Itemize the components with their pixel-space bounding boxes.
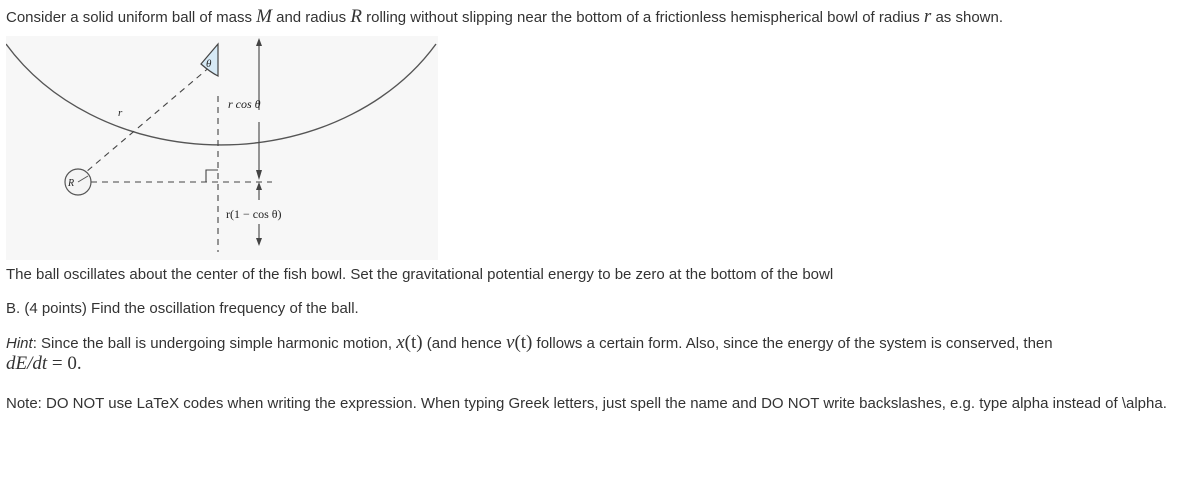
hint-label: Hint bbox=[6, 335, 33, 352]
r1mcos-label: r(1 − cos θ) bbox=[226, 207, 282, 221]
r1mcos-arrowhead-down bbox=[256, 238, 262, 246]
bowl-arc bbox=[6, 44, 436, 145]
note-paragraph: Note: DO NOT use LaTeX codes when writing the expression. When typing Greek letters, just spell the name and DO NOT write backslashes, e.g. type alpha instead of \alpha. bbox=[6, 395, 1167, 412]
bowl-radius-symbol: r bbox=[923, 6, 932, 27]
hint-t-paren-2: (t) bbox=[514, 332, 533, 353]
rcos-arrowhead-down bbox=[256, 170, 262, 180]
part-b-question: B. (4 points) Find the oscillation frequency of the ball. bbox=[6, 300, 359, 317]
hint-t-paren: (t) bbox=[404, 332, 423, 353]
rcos-arrowhead-up bbox=[256, 38, 262, 46]
hint-equation-rhs: = 0. bbox=[47, 353, 82, 374]
hint-text-2: (and hence bbox=[422, 335, 506, 352]
intro-text-1: Consider a solid uniform ball of mass bbox=[6, 9, 257, 26]
right-angle-marker bbox=[206, 170, 218, 182]
bowl-diagram bbox=[6, 36, 438, 260]
intro-text-2: and radius bbox=[271, 9, 351, 26]
hint-paragraph bbox=[6, 333, 1196, 375]
theta-label: θ bbox=[206, 58, 212, 70]
mass-symbol: M bbox=[256, 6, 272, 27]
r-label: r bbox=[118, 107, 123, 119]
ball-R-label: R bbox=[68, 178, 75, 189]
rcos-label: r cos θ bbox=[228, 97, 261, 111]
ball-radius-symbol: R bbox=[350, 6, 362, 27]
intro-text-3: rolling without slipping near the bottom of a frictionless hemispherical bowl of radius bbox=[361, 9, 924, 26]
hint-text-1: : Since the ball is undergoing simple harmonic motion, bbox=[32, 335, 397, 352]
hint-x-symbol: x bbox=[396, 332, 405, 353]
intro-text-4: as shown. bbox=[931, 9, 1004, 26]
problem-intro bbox=[6, 6, 1003, 28]
bowl-diagram-svg bbox=[6, 36, 438, 260]
r1mcos-arrowhead-up bbox=[256, 182, 262, 190]
hint-text-3: follows a certain form. Also, since the energy of the system is conserved, then bbox=[532, 335, 1053, 352]
hint-v-symbol: v bbox=[506, 332, 515, 353]
hint-equation: dE/dt bbox=[6, 353, 48, 374]
oscillation-statement: The ball oscillates about the center of the fish bowl. Set the gravitational potential energy to be zero at the bottom of the bowl bbox=[6, 266, 834, 283]
radius-dashed-line bbox=[86, 60, 218, 172]
